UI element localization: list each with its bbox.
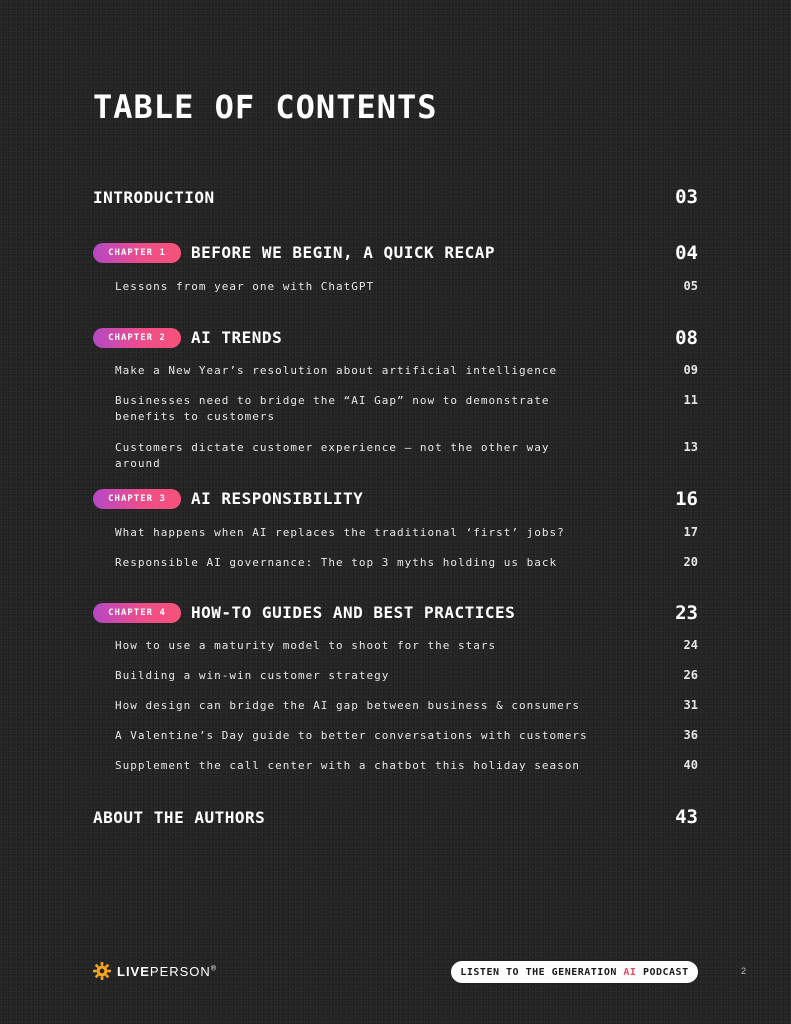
chapter-title: BEFORE WE BEGIN, A QUICK RECAP [191, 243, 495, 262]
chapter-page: 04 [675, 242, 698, 264]
podcast-text-accent: AI [623, 966, 637, 978]
toc-item-label: How design can bridge the AI gap between business & consumers [115, 699, 580, 712]
toc-item-page: 26 [683, 668, 698, 682]
toc-item-page: 40 [683, 758, 698, 772]
toc-item-label: Responsible AI governance: The top 3 myths holding us back [115, 556, 558, 569]
toc-about-page: 43 [675, 806, 698, 828]
toc-item-page: 17 [683, 525, 698, 539]
sun-gear-icon [93, 962, 111, 980]
toc-item-label: Make a New Year’s resolution about artificial intelligence [115, 364, 558, 377]
podcast-button[interactable] [451, 961, 698, 983]
toc-item-page: 31 [683, 698, 698, 712]
podcast-text-post: PODCAST [636, 966, 689, 978]
chapter-page: 16 [675, 488, 698, 510]
toc-item-label: Businesses need to bridge the “AI Gap” now to demonstrate benefits to customers [115, 394, 550, 423]
chapter-page: 23 [675, 602, 698, 624]
podcast-text-pre: LISTEN TO THE GENERATION [460, 966, 624, 978]
chapter-title: AI TRENDS [191, 328, 283, 347]
toc-item-page: 05 [683, 279, 698, 293]
chapter-badge: CHAPTER 2 [93, 328, 181, 348]
toc-introduction-label: INTRODUCTION [93, 188, 215, 207]
toc-item-page: 20 [683, 555, 698, 569]
toc-item-label: What happens when AI replaces the traditional ‘first’ jobs? [115, 526, 565, 539]
toc-item-label: A Valentine’s Day guide to better conversations with customers [115, 729, 588, 742]
toc-item-label: Lessons from year one with ChatGPT [115, 280, 375, 293]
page-number: 2 [741, 966, 747, 976]
toc-item-page: 11 [683, 393, 698, 407]
chapter-title: HOW-TO GUIDES AND BEST PRACTICES [191, 603, 516, 622]
toc-item-label: Customers dictate customer experience — not the other way around [115, 441, 550, 470]
toc-item-label: How to use a maturity model to shoot for the stars [115, 639, 497, 652]
toc-introduction-page: 03 [675, 186, 698, 208]
chapter-badge: CHAPTER 4 [93, 603, 181, 623]
toc-item-page: 36 [683, 728, 698, 742]
toc-item-page: 13 [683, 440, 698, 454]
chapter-badge: CHAPTER 1 [93, 243, 181, 263]
liveperson-logo[interactable] [93, 962, 217, 980]
toc-item-page: 24 [683, 638, 698, 652]
page-title: TABLE OF CONTENTS [93, 88, 438, 126]
toc-item-label: Supplement the call center with a chatbot this holiday season [115, 759, 580, 772]
chapter-title: AI RESPONSIBILITY [191, 489, 364, 508]
toc-item-page: 09 [683, 363, 698, 377]
logo-text: LIVEPERSON® [117, 963, 217, 979]
toc-about-label: ABOUT THE AUTHORS [93, 808, 266, 827]
chapter-badge: CHAPTER 3 [93, 489, 181, 509]
toc-item-label: Building a win-win customer strategy [115, 669, 390, 682]
chapter-page: 08 [675, 327, 698, 349]
